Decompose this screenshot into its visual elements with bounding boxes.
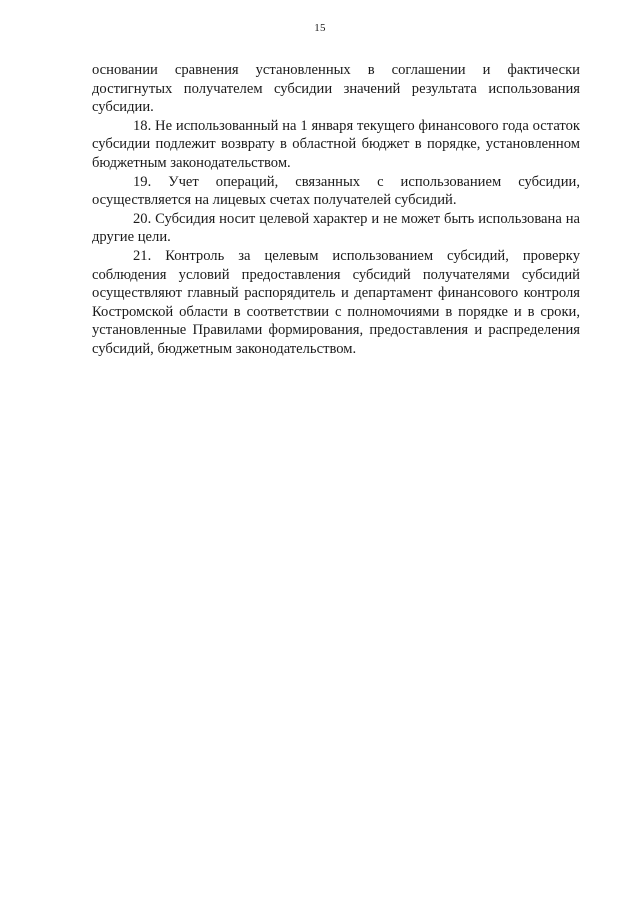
paragraph-21: 21. Контроль за целевым использованием субсидий, проверку соблюдения условий предоставления субсидий получателями субсидий осуществляют главный распорядитель и департамент финансового контроля Костромской области в соответствии с полномочиями в порядке и в сроки, установленные Правилами формирования, предоставления и распределения субсидий, бюджетным законодательством. [92, 247, 580, 357]
document-body [92, 61, 580, 359]
paragraph-20: 20. Субсидия носит целевой характер и не может быть использована на другие цели. [92, 210, 580, 246]
paragraph-19: 19. Учет операций, связанных с использованием субсидии, осуществляется на лицевых счетах получателей субсидий. [92, 173, 580, 209]
page-number: 15 [314, 22, 326, 34]
paragraph-continuation: основании сравнения установленных в соглашении и фактически достигнутых получателем субсидии значений результата использования субсидии. [92, 62, 580, 116]
paragraph-18: 18. Не использованный на 1 января текущего финансового года остаток субсидии подлежит возврату в областной бюджет в порядке, установленном бюджетным законодательством. [92, 117, 580, 171]
